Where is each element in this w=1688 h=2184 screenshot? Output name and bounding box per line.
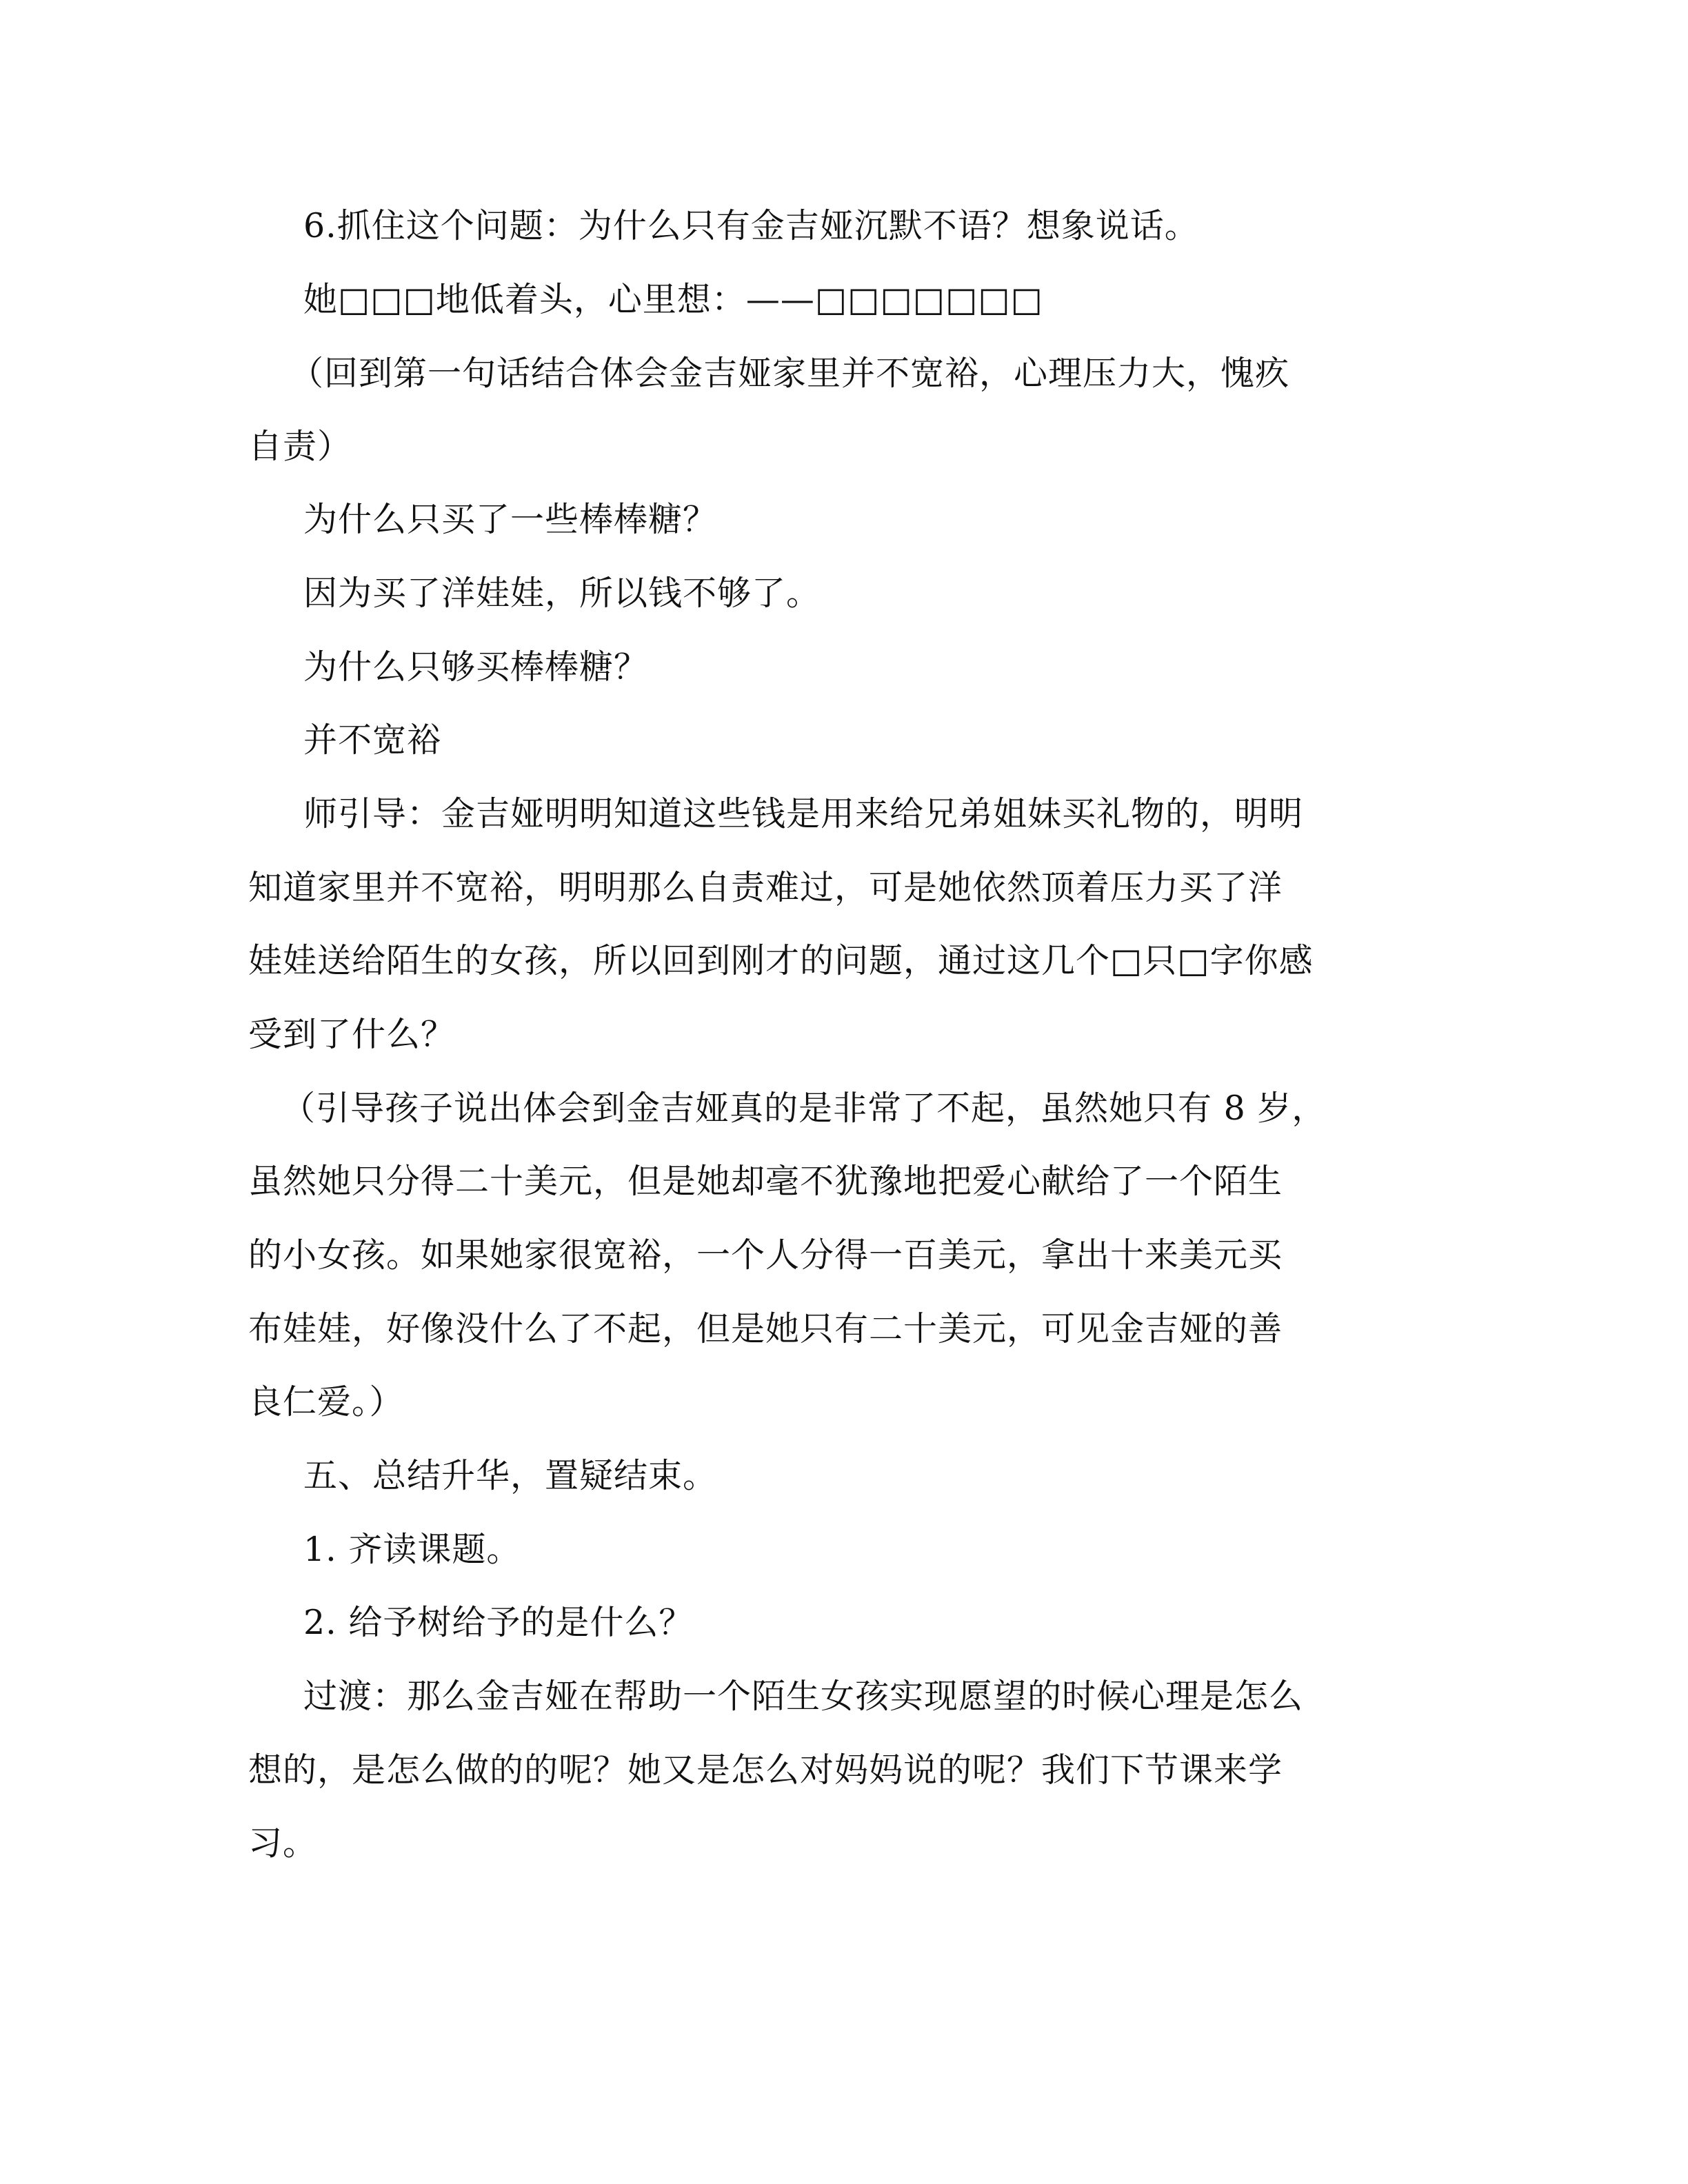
paragraph-line: 受到了什么？	[248, 1015, 456, 1054]
paragraph-line: 并不宽裕	[303, 720, 442, 760]
paragraph-line: （引导孩子说出体会到金吉娅真的是非常了不起，虽然她只有 8 岁，	[281, 1089, 1327, 1128]
paragraph-line: 想的，是怎么做的的呢？她又是怎么对妈妈说的呢？我们下节课来学	[248, 1750, 1283, 1790]
paragraph-line: 习。	[248, 1823, 318, 1863]
fill-in-sentence: 她□□□地低着头，心里想：——□□□□□□□	[303, 280, 1043, 319]
paragraph-line: 师引导：金吉娅明明知道这些钱是用来给兄弟姐妹买礼物的，明明	[303, 794, 1304, 833]
list-item: 2. 给予树给予的是什么？	[303, 1603, 694, 1642]
section-heading: 五、总结升华，置疑结束。	[303, 1456, 718, 1495]
paragraph-line: 知道家里并不宽裕，明明那么自责难过，可是她依然顶着压力买了洋	[248, 868, 1283, 907]
paragraph-line: （回到第一句话结合体会金吉娅家里并不宽裕，心理压力大，愧疚	[290, 354, 1290, 393]
paragraph-line: 娃娃送给陌生的女孩，所以回到刚才的问题，通过这几个□只□字你感	[248, 941, 1314, 980]
paragraph-line: 虽然她只分得二十美元，但是她却毫不犹豫地把爱心献给了一个陌生	[248, 1162, 1283, 1201]
paragraph-line: 良仁爱。）	[248, 1382, 404, 1422]
paragraph-line: 布娃娃，好像没什么了不起，但是她只有二十美元，可见金吉娅的善	[248, 1309, 1283, 1348]
paragraph-line: 因为买了洋娃娃，所以钱不够了。	[303, 574, 821, 613]
paragraph-line: 自责）	[248, 427, 352, 466]
paragraph-line: 为什么只够买棒棒糖？	[303, 647, 649, 687]
paragraph-line: 的小女孩。如果她家很宽裕，一个人分得一百美元，拿出十来美元买	[248, 1235, 1283, 1275]
list-item: 1. 齐读课题。	[303, 1530, 521, 1569]
paragraph-line: 为什么只买了一些棒棒糖？	[303, 500, 718, 539]
paragraph-line: 过渡：那么金吉娅在帮助一个陌生女孩实现愿望的时候心理是怎么	[303, 1677, 1304, 1716]
question-6: 6.抓住这个问题：为什么只有金吉娅沉默不语？想象说话。	[303, 206, 1199, 245]
